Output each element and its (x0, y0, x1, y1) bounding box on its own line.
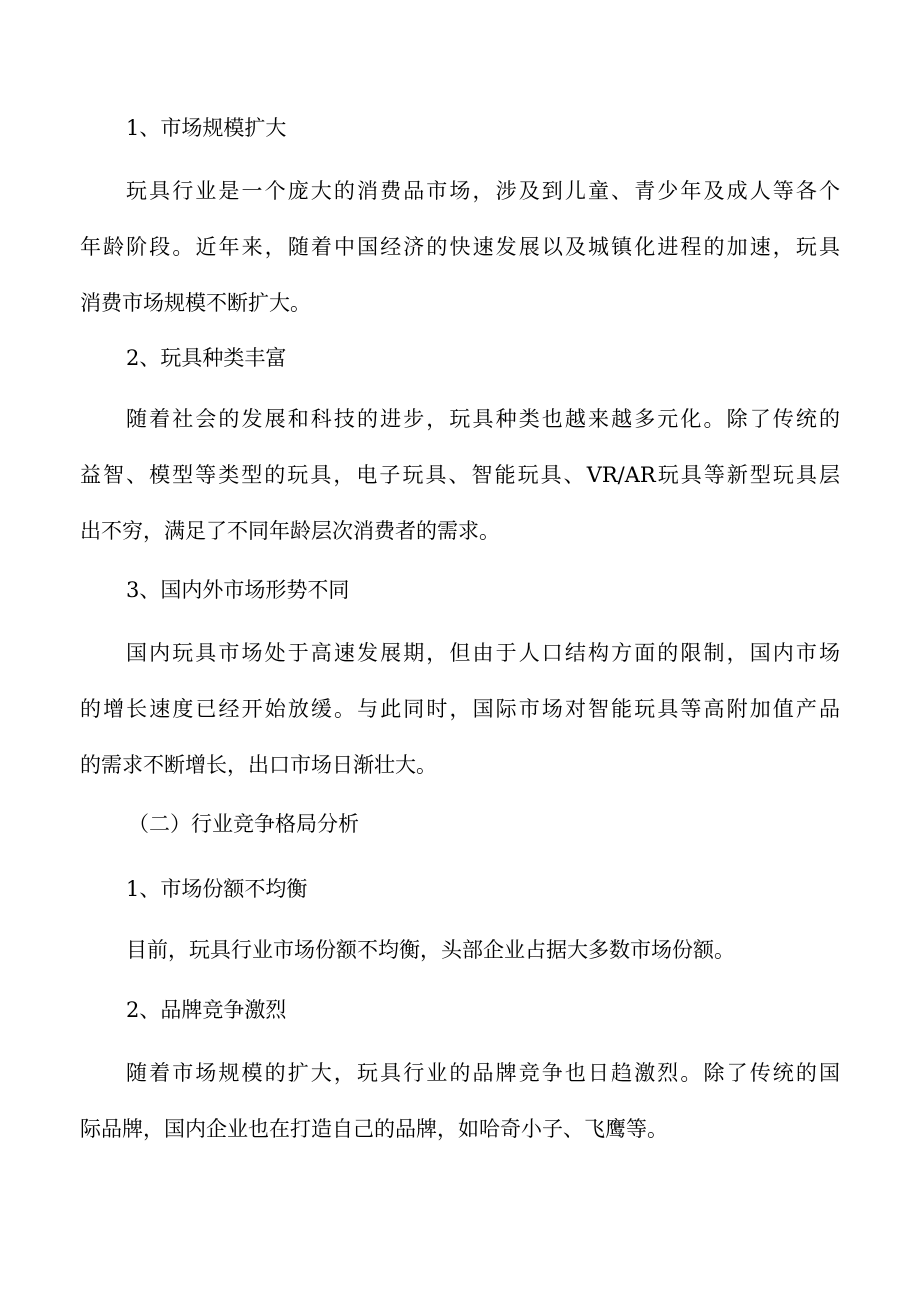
paragraph-line: 的增长速度已经开始放缓。与此同时，国际市场对智能玩具等高附加值产品 (80, 697, 840, 721)
heading-domestic-foreign-markets: 3、国内外市场形势不同 (126, 578, 350, 602)
heading-brand-competition: 2、品牌竞争激烈 (126, 998, 287, 1022)
section-heading-competition-analysis: （二）行业竞争格局分析 (128, 812, 359, 836)
paragraph-line: 际品牌，国内企业也在打造自己的品牌，如哈奇小子、飞鹰等。 (80, 1117, 668, 1141)
paragraph-line: 目前，玩具行业市场份额不均衡，头部企业占据大多数市场份额。 (126, 938, 735, 962)
paragraph-line: 玩具行业是一个庞大的消费品市场，涉及到儿童、青少年及成人等各个 (126, 179, 840, 203)
heading-market-share-uneven: 1、市场份额不均衡 (126, 877, 308, 901)
paragraph-line: 消费市场规模不断扩大。 (80, 291, 311, 315)
paragraph-line: 益智、模型等类型的玩具，电子玩具、智能玩具、VR/AR玩具等新型玩具层 (80, 463, 840, 487)
paragraph-line: 出不穷，满足了不同年龄层次消费者的需求。 (80, 519, 500, 543)
paragraph-line: 随着市场规模的扩大，玩具行业的品牌竞争也日趋激烈。除了传统的国 (126, 1061, 840, 1085)
paragraph-line: 的需求不断增长，出口市场日渐壮大。 (80, 753, 437, 777)
paragraph-line: 随着社会的发展和科技的进步，玩具种类也越来越多元化。除了传统的 (126, 407, 840, 431)
heading-market-scale-expansion: 1、市场规模扩大 (126, 116, 287, 140)
paragraph-line: 国内玩具市场处于高速发展期，但由于人口结构方面的限制，国内市场 (126, 641, 840, 665)
heading-toy-variety: 2、玩具种类丰富 (126, 346, 287, 370)
paragraph-line: 年龄阶段。近年来，随着中国经济的快速发展以及城镇化进程的加速，玩具 (80, 235, 840, 259)
